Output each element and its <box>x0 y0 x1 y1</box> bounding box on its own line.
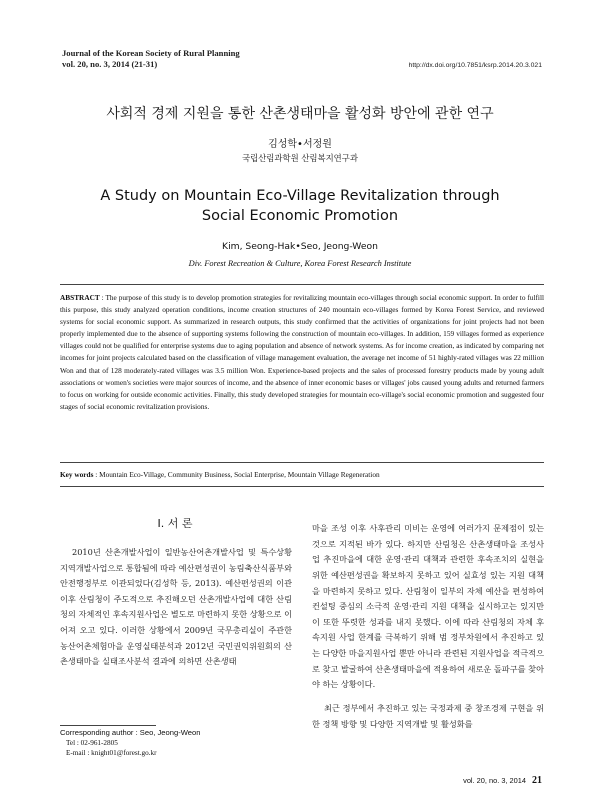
intro-paragraph-1-continued: 마을 조성 이후 사후관리 미비는 운영에 여러가지 문제점이 있는 것으로 지적된 바가 있다. 하지만 산림청은 산촌생태마을 조성사업 추진마을에 대한 운영·관리 대책과 관련한 후속조치의 실현을 위한 예산편성권을 확보하지 못하고 있어 실효성 있는 지원 대책을 마련하지 못하고 있다. 산림청이 일부의 자체 예산을 편성하여 컨설팅 중심의 소극적 운영·관리 지원 대책을 실시하고는 있지만 이 또한 뚜렷한 성과를 내지 못했다. 이에 따라 산림청의 자체 후속지원 사업 한계를 극복하기 위해 범 정부차원에서 추진하고 있는 다양한 마을지원사업 뿐만 아니라 관련된 지원사업을 적극적으로 찾고 발굴하여 산촌생태마을에 적용하여 새로운 돌파구를 찾아야 하는 상황이다. <box>312 523 544 690</box>
doi-link[interactable]: http://dx.doi.org/10.7851/ksrp.2014.20.3.021 <box>408 62 542 69</box>
abstract-text: : The purpose of this study is to develop promotion strategies for revitalizing mountain eco-villages through social economic support. In order to fulfill this purpose, this study analyzed operation conditions, income creation structures of 240 mountain eco-villages formed by Korea Forest Service, and reviewed systems for social economic support. As summarized in research outputs, this study confirmed that the activities of organizations for joint projects had not been properly implemented due to the absence of supporting systems following the construction of mountain eco-villages. In addition, 159 villages formed as experience villages could not be qualified for enterprise systems due to aging population and absence of network systems. As for income creation, as indicated by comparing net incomes for joint projects calculated based on the classification of village management evaluation, the average net income of 51 highly-rated villages was 22 million Won and that of 128 moderately-rated villages was 3.5 million Won. Experience-based projects and the sales of processed forestry products made by young adult associations or women's societies were major sources of income, and the absence of inner economic bases or villages' jobs caused young adults and returned farmers to focus on working for outside economic activities. Finally, this study developed strategies for mountain eco-village's social economic promotion and suggested four stages of social economic revitalization provisions. <box>60 293 544 411</box>
page-footer <box>463 775 542 786</box>
title-english <box>0 186 600 226</box>
authors-korean: 김성학•서정원 <box>268 139 332 150</box>
title-english-line1: A Study on Mountain Eco-Village Revitalization through <box>100 188 500 204</box>
abstract-top-rule <box>60 284 544 285</box>
page-number: 21 <box>532 775 542 786</box>
left-column <box>60 545 292 670</box>
authors-english: Kim, Seong-Hak•Seo, Jeong-Weon <box>222 241 378 252</box>
journal-name: Journal of the Korean Society of Rural Planning <box>62 48 240 58</box>
keywords-label: Key words <box>60 470 94 479</box>
affiliation-korean: 국립산림과학원 산림복지연구과 <box>242 153 358 163</box>
keywords-bottom-rule <box>60 486 544 487</box>
correspondence-note <box>60 728 292 758</box>
corresponding-author: Corresponding author : Seo, Jeong-Weon <box>60 728 201 737</box>
journal-header <box>62 48 240 69</box>
abstract-label: ABSTRACT <box>60 293 100 302</box>
keywords-top-rule <box>60 462 544 463</box>
corresponding-tel: Tel : 02-961-2805 <box>66 739 118 747</box>
affiliation-english: Div. Forest Recreation & Culture, Korea Forest Research Institute <box>188 259 412 268</box>
intro-paragraph-1: 2010년 산촌개발사업이 일반농산어촌개발사업 및 특수상황지역개발사업으로 통합됨에 따라 예산편성권이 농림축산식품부와 안전행정부로 이관되었다(김성학 등, 2013). 예산편성권의 이관 이후 산림청이 주도적으로 추진해오던 산촌개발사업에 대한 산림청의 자체적인 후속지원사업은 별도로 마련하지 못한 상황으로 이어져 오고 있다. 이러한 상황에서 2009년 국무총리실이 주관한 농산어촌체험마을 운영실태분석과 2012년 국민권익위원회의 산촌생태마을 실태조사분석 결과에 의하면 산촌생태 <box>60 547 292 667</box>
keywords <box>60 470 544 479</box>
right-column <box>312 513 544 732</box>
corresponding-email[interactable]: E-mail : knight01@forest.go.kr <box>66 749 157 757</box>
section-title-introduction: I. 서 론 <box>157 517 193 530</box>
journal-volume: vol. 20, no. 3, 2014 (21-31) <box>62 58 158 69</box>
intro-paragraph-2: 최근 정부에서 추진하고 있는 국정과제 중 창조경제 구현을 위한 정책 방향 및 다양한 지역개발 및 활성화를 <box>312 702 544 729</box>
title-english-line2: Social Economic Promotion <box>201 208 399 224</box>
abstract <box>60 292 544 413</box>
footnote-rule <box>60 725 156 726</box>
keywords-text: : Mountain Eco-Village, Community Business, Social Enterprise, Mountain Village Regeneration <box>95 470 380 479</box>
title-korean: 사회적 경제 지원을 통한 산촌생태마을 활성화 방안에 관한 연구 <box>106 106 494 122</box>
footer-volume: vol. 20, no. 3, 2014 <box>463 776 526 785</box>
